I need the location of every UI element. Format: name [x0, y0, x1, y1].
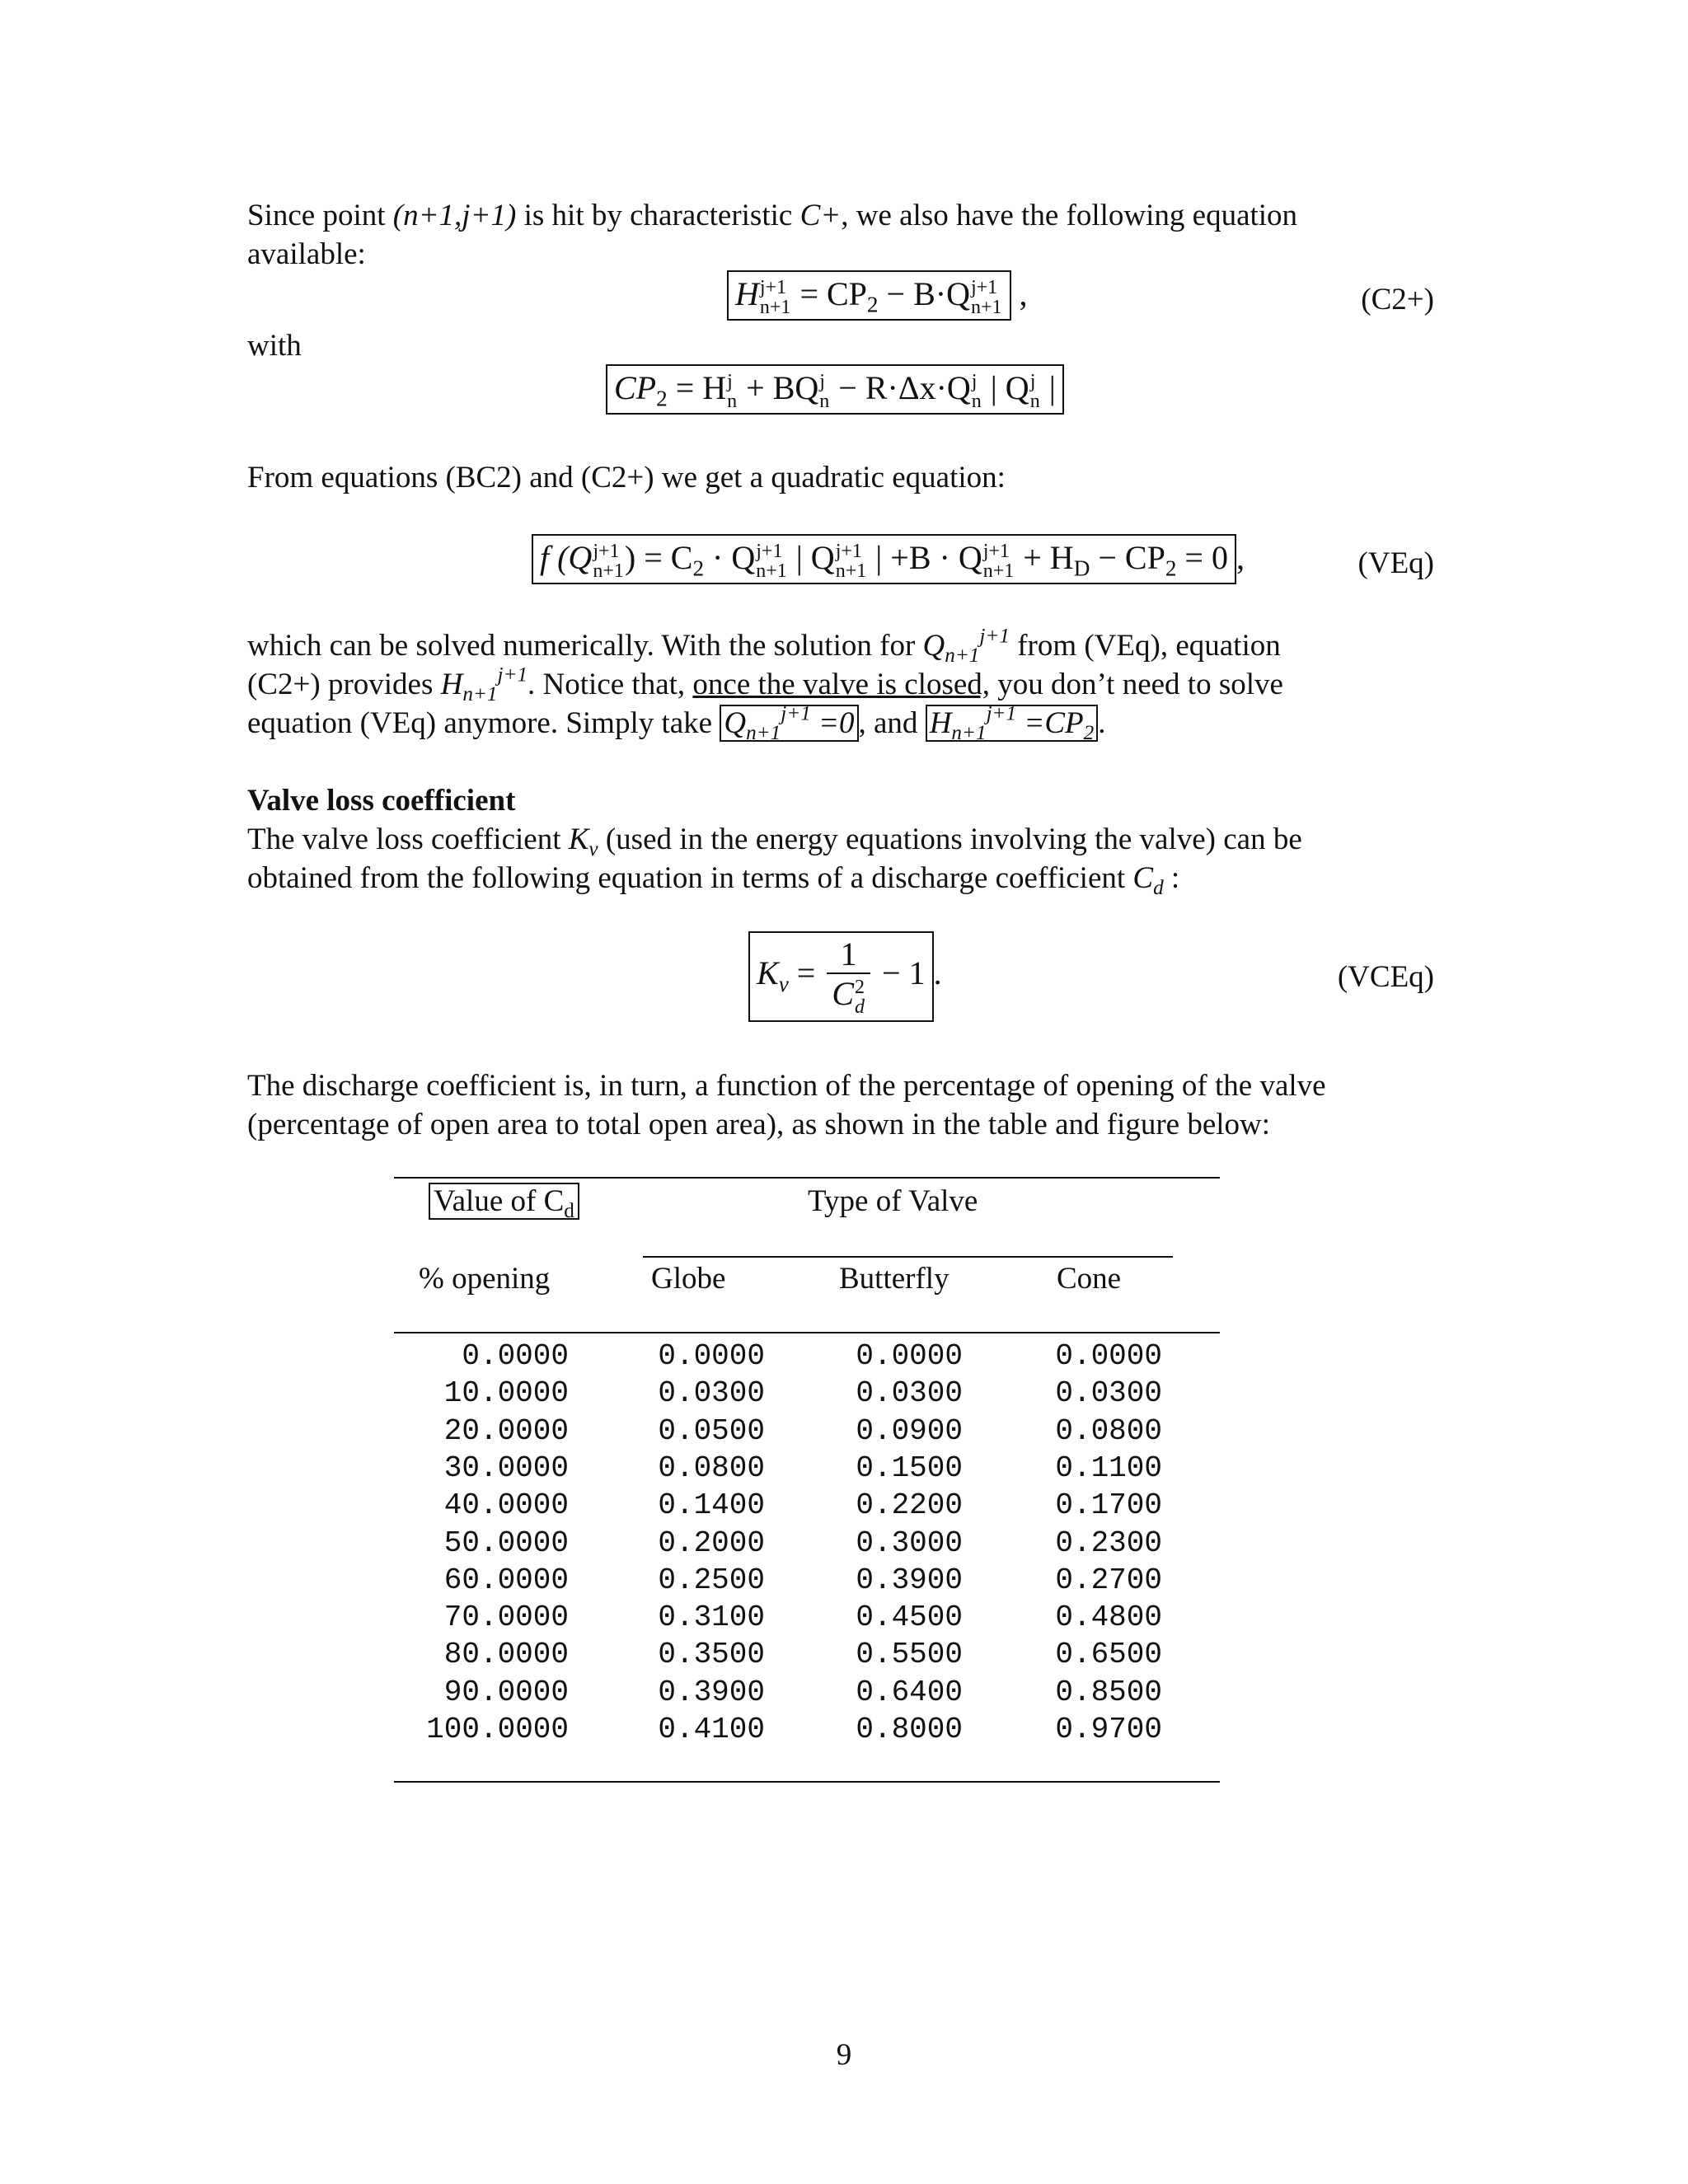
closed-valve-q-box: $Q_{n+1}^{j+1} =0$: [720, 705, 858, 742]
closed-valve-h-box: $H_{n+1}^{j+1} =CP_2$: [926, 705, 1099, 742]
table-cell: 0.3900: [856, 1563, 963, 1597]
header-bottom-rule: [394, 1332, 1220, 1333]
equation-label-veq: (VEq): [1357, 546, 1434, 580]
type-of-valve-header: Type of Valve: [808, 1184, 978, 1218]
table-top-rule: [394, 1177, 1220, 1179]
vceq-fraction: 1 C 2 d: [827, 936, 870, 1017]
group-header-rule: [643, 1256, 1173, 1258]
table-cell: 0.3500: [658, 1638, 765, 1672]
table-cell: 0.9700: [1055, 1713, 1162, 1746]
table-cell: 0.6500: [1055, 1638, 1162, 1672]
table-bottom-rule: [394, 1781, 1220, 1783]
table-cell: 0.0800: [658, 1451, 765, 1485]
table-cell: 100.0000: [426, 1713, 569, 1746]
table-cell: 0.3900: [658, 1675, 765, 1709]
table-cell: 0.6400: [856, 1675, 963, 1709]
table-cell: 0.2300: [1055, 1526, 1162, 1560]
column-header-globe: Globe: [651, 1262, 726, 1296]
table-cell: 0.4100: [658, 1713, 765, 1746]
table-cell: 80.0000: [443, 1638, 569, 1672]
table-cell: 0.4500: [856, 1601, 963, 1635]
table-cell: 0.8000: [856, 1713, 963, 1746]
table-cell: 70.0000: [443, 1601, 569, 1635]
page-number: 9: [836, 2038, 852, 2072]
table-cell: 0.4800: [1055, 1601, 1162, 1635]
table-cell: 0.0500: [658, 1413, 765, 1448]
table-title: Value of $C_d$: [429, 1182, 579, 1221]
table-cell: 0.0000: [856, 1339, 963, 1373]
table-cell: 50.0000: [443, 1526, 569, 1560]
table-cell: 0.0000: [658, 1339, 765, 1373]
table-cell: 0.2000: [658, 1526, 765, 1560]
equation-veq-box: f (Q j+1 n+1 ) = $C_2 \cdot Q$ j+1 n+1 | Q j+1 n+1 | +B · Q j+1 n+1 + $H_D - CP_2 = 0$: [532, 534, 1236, 584]
equation-vceq-box: $K_v$ = 1 C 2 d − 1: [748, 931, 934, 1022]
with-text: with: [247, 329, 302, 363]
section-heading: Valve loss coefficient: [247, 784, 516, 818]
table-cell: 0.1100: [1055, 1451, 1162, 1485]
table-cell: 0.2700: [1055, 1563, 1162, 1597]
table-cell: 0.0900: [856, 1413, 963, 1448]
table-cell: 20.0000: [443, 1413, 569, 1448]
discharge-coefficient-table: [394, 1177, 1220, 1783]
table-cell: 0.0800: [1055, 1413, 1162, 1448]
quadratic-intro: From equations (BC2) and (C2+) we get a quadratic equation:: [247, 461, 1006, 494]
table-cell: 90.0000: [443, 1675, 569, 1709]
table-cell: 0.0000: [462, 1339, 569, 1373]
table-cell: 0.0300: [658, 1376, 765, 1411]
table-cell: 60.0000: [443, 1563, 569, 1597]
column-header-cone: Cone: [1057, 1262, 1122, 1296]
equation-cp2: [606, 364, 1064, 415]
equation-cp2-box: $CP_2 = H$ j n + BQ j n − R·Δx·Q j n | Q j n |: [606, 364, 1064, 415]
table-cell: 10.0000: [443, 1376, 569, 1411]
equation-vceq: $K_v$ = 1 C 2 d − 1 .: [748, 931, 942, 1022]
table-cell: 0.0300: [1055, 1376, 1162, 1411]
table-cell: 0.3000: [856, 1526, 963, 1560]
solution-paragraph: which can be solved numerically. With the solution for $Q_{n+1}^{j+1}$ from (VEq), equation (C2+) provides $H_{n+1}^{j+1}$. Notice that, once the valve is closed, you don’t need to solve equation (VEq) anymore. Simply take $Q_{n+1}^{j+1} =0$ , and $H_{n+1}^{j+1} =CP_2$ .: [247, 625, 1283, 745]
table-cell: 0.1700: [1055, 1488, 1162, 1523]
discharge-paragraph: The discharge coefficient is, in turn, a function of the percentage of opening of the valve (percentage of open area to total open area), as shown in the table and figure below:: [247, 1069, 1326, 1141]
table-cell: 0.3100: [658, 1601, 765, 1635]
table-cell: 0.0000: [1055, 1339, 1162, 1373]
equation-c2plus-box: H j+1 n+1 = $CP_2 - B\cdot Q$ j+1 n+1: [727, 270, 1011, 321]
table-cell: 0.2500: [658, 1563, 765, 1597]
table-cell: 0.5500: [856, 1638, 963, 1672]
column-header-opening: % opening: [419, 1262, 551, 1296]
table-cell: 0.1400: [658, 1488, 765, 1523]
equation-veq: f (Q j+1 n+1 ) = $C_2 \cdot Q$ j+1 n+1 | Q j+1 n+1 | +B · Q j+1 n+1 + $H_D - CP_2 = 0$ ,: [532, 534, 1245, 584]
table-cell: 0.1500: [856, 1451, 963, 1485]
loss-coefficient-paragraph: The valve loss coefficient $K_v$ (used in the energy equations involving the valve) can be obtained from the following equation in terms of a discharge coefficient $C_d$ :: [247, 823, 1302, 900]
table-cell: 40.0000: [443, 1488, 569, 1523]
table-cell: 0.8500: [1055, 1675, 1162, 1709]
column-header-butterfly: Butterfly: [839, 1262, 950, 1296]
equation-c2plus: H j+1 n+1 = $CP_2 - B\cdot Q$ j+1 n+1 ,: [727, 270, 1028, 321]
intro-paragraph: Since point (n+1,j+1) is hit by characteristic C+, we also have the following equation available:: [247, 199, 1298, 271]
table-cell: 0.2200: [856, 1488, 963, 1523]
equation-label-c2plus: (C2+): [1361, 283, 1434, 316]
table-cell: 0.0300: [856, 1376, 963, 1411]
table-cell: 30.0000: [443, 1451, 569, 1485]
equation-label-vceq: (VCEq): [1337, 960, 1434, 994]
